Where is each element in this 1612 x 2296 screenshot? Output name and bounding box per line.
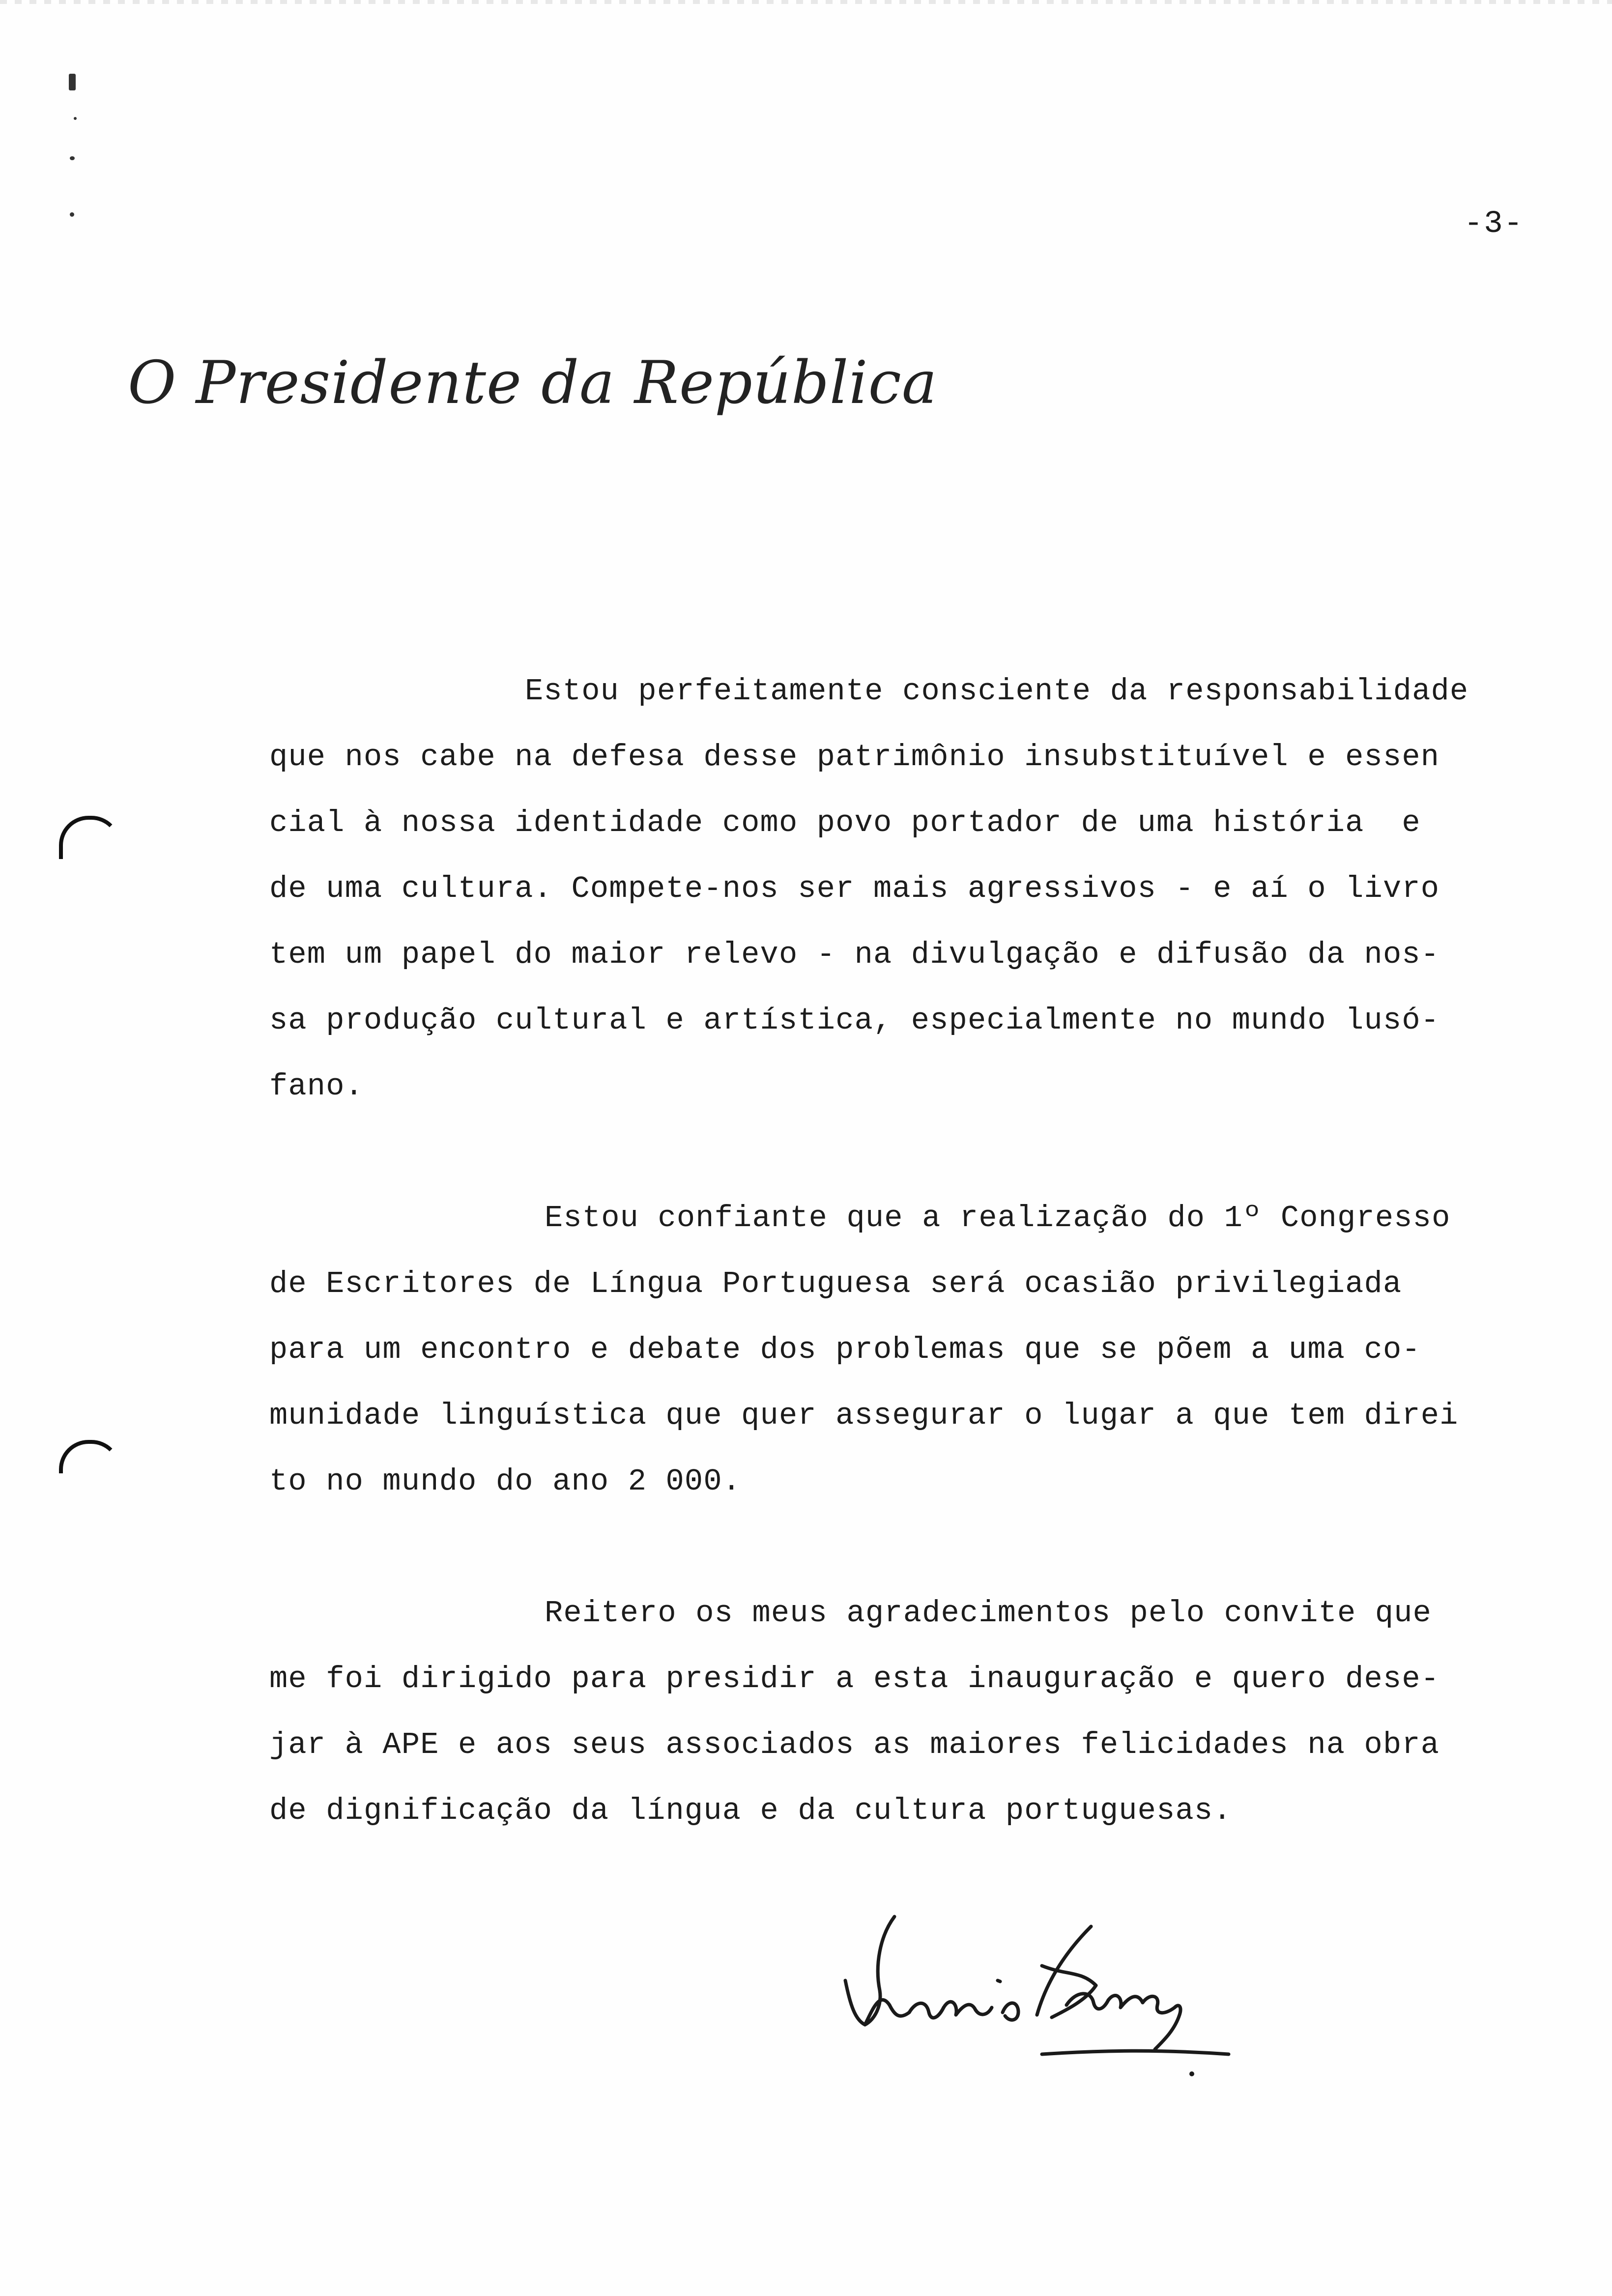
paragraph — [269, 1185, 1508, 1515]
text-line: me foi dirigido para presidir a esta inauguração e quero dese- — [269, 1662, 1440, 1696]
margin-mark — [69, 74, 76, 90]
text-line: munidade linguística que quer assegurar o lugar a que tem direi — [269, 1398, 1459, 1433]
text-line: jar à APE e aos seus associados as maiores felicidades na obra — [269, 1727, 1440, 1762]
punch-hole-mark — [59, 1440, 121, 1473]
text-line: fano. — [269, 1069, 364, 1104]
text-line: de Escritores de Língua Portuguesa será ocasião privilegiada — [269, 1266, 1402, 1301]
margin-mark — [70, 156, 75, 160]
scan-edge-marks — [0, 0, 1612, 4]
letterhead: O Presidente da República — [128, 349, 938, 417]
text-line: sa produção cultural e artística, especialmente no mundo lusó- — [269, 1003, 1440, 1038]
text-line: de uma cultura. Compete-nos ser mais agressivos - e aí o livro — [269, 871, 1440, 906]
page-number: -3- — [1464, 206, 1524, 242]
text-line: cial à nossa identidade como povo portador de uma história e — [269, 805, 1421, 840]
paragraph — [269, 1580, 1508, 1844]
text-line: tem um papel do maior relevo - na divulgação e difusão da nos- — [269, 937, 1440, 972]
text-line: Estou confiante que a realização do 1º Congresso — [545, 1201, 1451, 1235]
letter-body — [269, 659, 1508, 1844]
margin-mark — [70, 212, 74, 217]
text-line: Estou perfeitamente consciente da responsabilidade — [525, 674, 1469, 709]
handwritten-signature — [835, 1907, 1238, 2094]
text-line: to no mundo do ano 2 000. — [269, 1464, 742, 1499]
text-line: Reitero os meus agradecimentos pelo convite que — [545, 1596, 1432, 1631]
punch-hole-mark — [59, 816, 121, 859]
text-line: de dignificação da língua e da cultura portuguesas. — [269, 1793, 1232, 1828]
paragraph — [269, 659, 1508, 1119]
text-line: para um encontro e debate dos problemas que se põem a uma co- — [269, 1332, 1421, 1367]
text-line: que nos cabe na defesa desse patrimônio insubstituível e essen — [269, 740, 1440, 775]
margin-mark — [74, 117, 77, 120]
